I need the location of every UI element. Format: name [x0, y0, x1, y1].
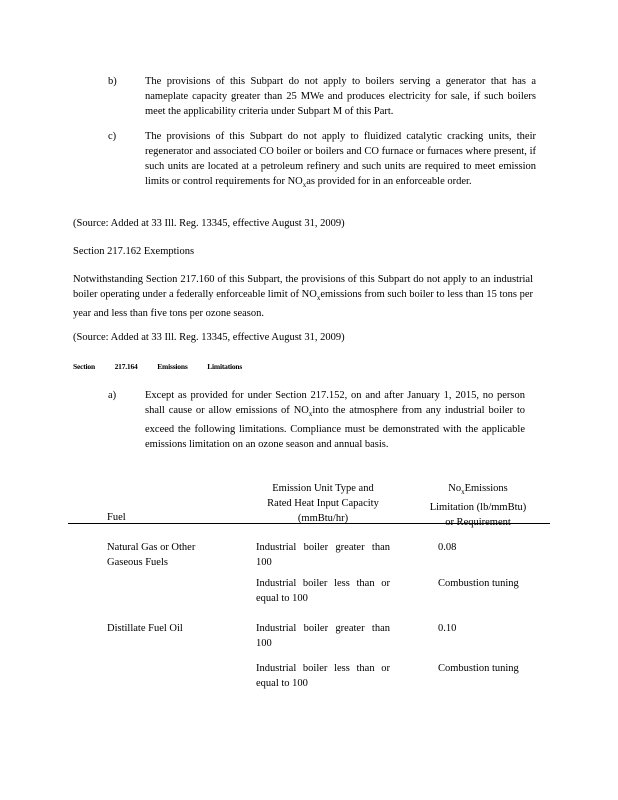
table-row-1-unit: Industrial boiler greater than 100 — [256, 542, 390, 568]
table-row-3-fuel: Distillate Fuel Oil — [107, 623, 183, 634]
table-row-3-limit: 0.10 — [438, 623, 457, 634]
table-header-rule — [68, 523, 550, 524]
table-row-3-unit: Industrial boiler greater than 100 — [256, 623, 390, 649]
source-note-2: (Source: Added at 33 Ill. Reg. 13345, effective August 31, 2009) — [73, 332, 345, 343]
table-row-1-fuel: Natural Gas or Other Gaseous Fuels — [107, 542, 196, 568]
section-217-164-heading: Section 217.164 Emissions Limitations — [73, 362, 243, 371]
col-limit-header: $No_xEmissions$ Limitation (lb/mmBtu) or Requirement — [429, 483, 527, 529]
item-c-label: c) — [108, 131, 117, 142]
table-row-4-unit: Industrial boiler less than or equal to 100 — [256, 663, 390, 689]
item-a-label: a) — [108, 390, 117, 401]
item-b-text: The provisions of this Subpart do not apply to boilers serving a generator that has a nameplate capacity greater than 25 MWe and produces electricity for sale, if such boilers meet the applicability criteria under Subpart M of this Part. — [145, 76, 536, 117]
table-row-4-limit: Combustion tuning — [438, 663, 519, 674]
table-row-1-limit: 0.08 — [438, 542, 457, 553]
item-b-label: b) — [108, 76, 117, 87]
table-row-2-unit: Industrial boiler less than or equal to 100 — [256, 578, 390, 604]
col-unit-header: Emission Unit Type and Rated Heat Input Capacity (mmBtu/hr) — [267, 483, 379, 524]
section-217-162-body: Notwithstanding Section 217.160 of this Subpart, the provisions of this Subpart do not apply to an industrial boiler operating under a federally enforceable limit of $NO_xemissions$ from such boiler to less than 15 tons per year and less than five tons per ozone season. — [73, 274, 533, 320]
item-a-text: Except as provided for under Section 217.152, on and after January 1, 2015, no person shall cause or allow emissions of $NO_xinto$ the atmosphere from any industrial boiler to exceed the following limitations. Compliance must be demonstrated with the applicable emissions limitation on an ozone season and annual basis. — [145, 390, 525, 451]
item-c-text: The provisions of this Subpart do not apply to fluidized catalytic cracking units, their regenerator and associated CO boiler or boilers and CO furnace or furnaces where present, if such units are located at a petroleum refinery and such units are required to meet emission limits or control requirements for $NO_xas$ provided for in an enforceable order. — [145, 131, 536, 190]
section-217-162-heading: Section 217.162 Exemptions — [73, 246, 195, 257]
col-fuel-header: Fuel — [107, 512, 126, 523]
source-note-1: (Source: Added at 33 Ill. Reg. 13345, effective August 31, 2009) — [73, 218, 345, 229]
table-row-2-limit: Combustion tuning — [438, 578, 519, 589]
